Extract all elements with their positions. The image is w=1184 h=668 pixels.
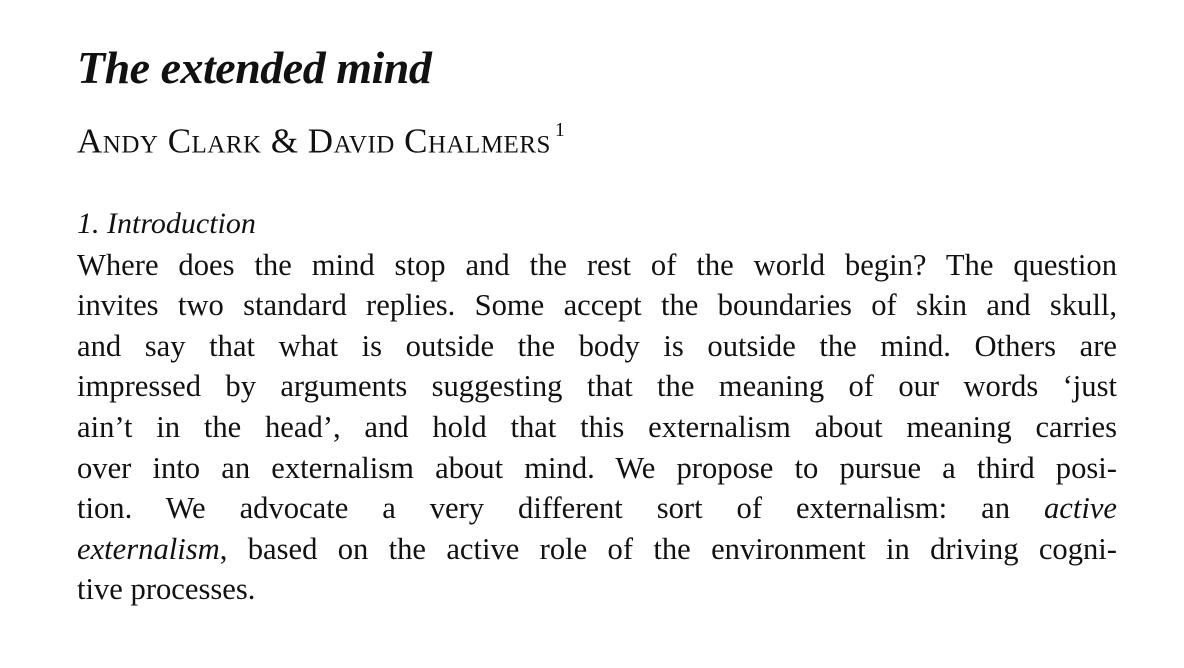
paragraph-line: impressed by arguments suggesting that the meaning of our words ‘just xyxy=(77,369,1117,404)
paper-page xyxy=(77,38,1117,610)
author-names: Andy Clark & David Chalmers xyxy=(77,121,551,161)
paper-title: The extended mind xyxy=(77,42,432,93)
paragraph-text: , based on the active role of the environment in driving cogni- xyxy=(219,531,1117,566)
intro-paragraph xyxy=(77,245,1117,610)
section-number: 1. xyxy=(77,206,100,240)
paragraph-line: Where does the mind stop and the rest of the world begin? The question xyxy=(77,247,1117,282)
author-line xyxy=(77,112,1117,164)
paragraph-line: ain’t in the head’, and hold that this externalism about meaning carries xyxy=(77,410,1117,445)
section-title: Introduction xyxy=(107,206,256,240)
emphasis-text: active xyxy=(1043,491,1117,526)
section-heading xyxy=(77,204,1117,244)
paragraph-line xyxy=(77,529,1117,570)
footnote-marker: 1 xyxy=(554,119,566,141)
emphasis-text: externalism xyxy=(77,531,220,566)
paragraph-text: tion. We advocate a very different sort of externalism: an xyxy=(77,491,1010,526)
paragraph-line: invites two standard replies. Some accept the boundaries of skin and skull, xyxy=(77,288,1117,323)
paragraph-line: tive processes. xyxy=(77,572,256,607)
paragraph-line: and say that what is outside the body is outside the mind. Others are xyxy=(77,328,1117,363)
paragraph-line xyxy=(77,488,1117,529)
paragraph-line: over into an externalism about mind. We propose to pursue a third posi- xyxy=(77,450,1117,485)
